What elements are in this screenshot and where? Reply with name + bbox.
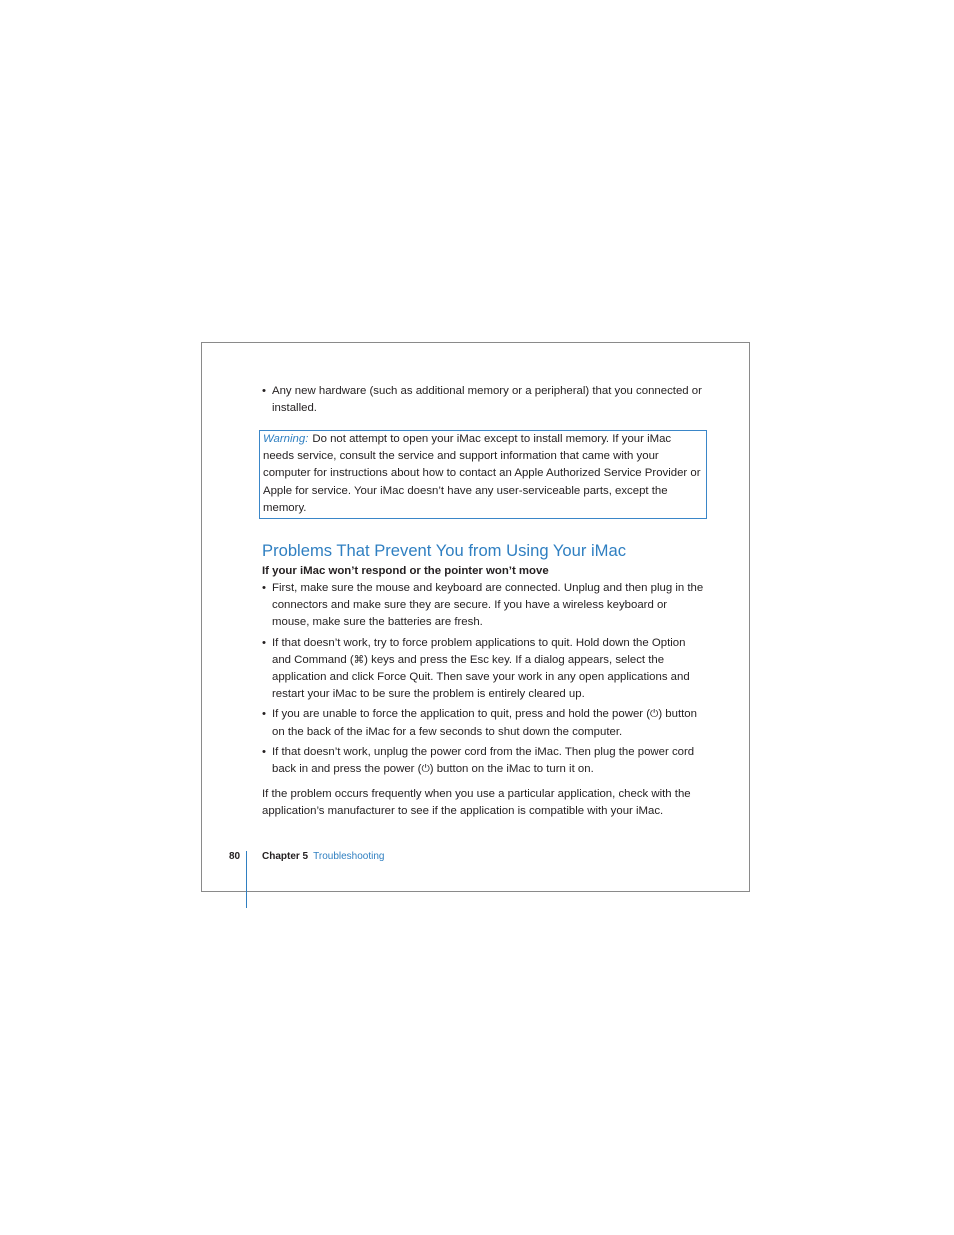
intro-bullet-list <box>262 383 702 417</box>
bullet-icon: • <box>262 636 266 649</box>
warning-text: Do not attempt to open your iMac except to install memory. If your iMac needs service, consult the service and support information that came with your computer for instructions about how to contact an Apple Authorized Service Provider or Apple for service. Your iMac doesn’t have any user-serviceable parts, except the memory. <box>263 433 701 514</box>
bullet-icon: • <box>262 708 266 721</box>
warning-label: Warning: <box>263 433 309 445</box>
list-item-text: ) button on the iMac to turn it on. <box>429 763 594 776</box>
list-item <box>262 706 706 740</box>
bullet-icon: • <box>262 745 266 758</box>
list-item <box>262 383 702 417</box>
section-heading: Problems That Prevent You from Using Your iMac <box>262 541 627 560</box>
command-key-icon: ⌘ <box>353 653 365 666</box>
page-number: 80 <box>229 851 241 862</box>
intro-bullet-list-container <box>262 383 702 420</box>
chapter-title: Troubleshooting <box>313 851 385 862</box>
bullet-icon: • <box>262 582 266 594</box>
troubleshooting-steps <box>262 580 706 778</box>
troubleshooting-steps-container <box>262 580 706 781</box>
closing-paragraph: If the problem occurs frequently when you use a particular application, check with the application’s manufacturer to see if the application is compatible with your iMac. <box>262 788 691 818</box>
list-item-text: Any new hardware (such as additional memory or a peripheral) that you connected or installed. <box>272 385 702 415</box>
list-item-text: ) button on the back of the iMac for a few seconds to shut down the computer. <box>272 708 697 738</box>
list-item <box>262 580 706 632</box>
footer-divider <box>246 851 247 908</box>
power-icon: ⏻ <box>650 708 659 721</box>
warning-box <box>259 430 707 519</box>
footer-chapter <box>262 850 384 864</box>
bullet-icon: • <box>262 385 266 397</box>
list-item-text: ) keys and press the Esc key. If a dialog appears, select the application and click Force Quit. Then save your work in any open applications and restart your iMac to be sure the problem is entirely cleared up. <box>272 653 690 701</box>
list-item-text: If that doesn’t work, unplug the power cord from the iMac. Then plug the power cord back in and press the power ( <box>272 745 695 776</box>
list-item <box>262 744 706 778</box>
list-item-text: If that doesn’t work, try to force problem applications to quit. Hold down the Option and Command ( <box>272 636 686 666</box>
list-item <box>262 635 706 704</box>
subheading: If your iMac won’t respond or the pointer won’t move <box>262 565 549 577</box>
chapter-label: Chapter 5 <box>262 851 309 862</box>
power-icon: ⏻ <box>421 763 430 776</box>
list-item-text: If you are unable to force the application to quit, press and hold the power ( <box>272 708 651 721</box>
list-item-text: First, make sure the mouse and keyboard are connected. Unplug and then plug in the connectors and make sure they are secure. If you have a wireless keyboard or mouse, make sure the batteries are fresh. <box>272 582 704 629</box>
